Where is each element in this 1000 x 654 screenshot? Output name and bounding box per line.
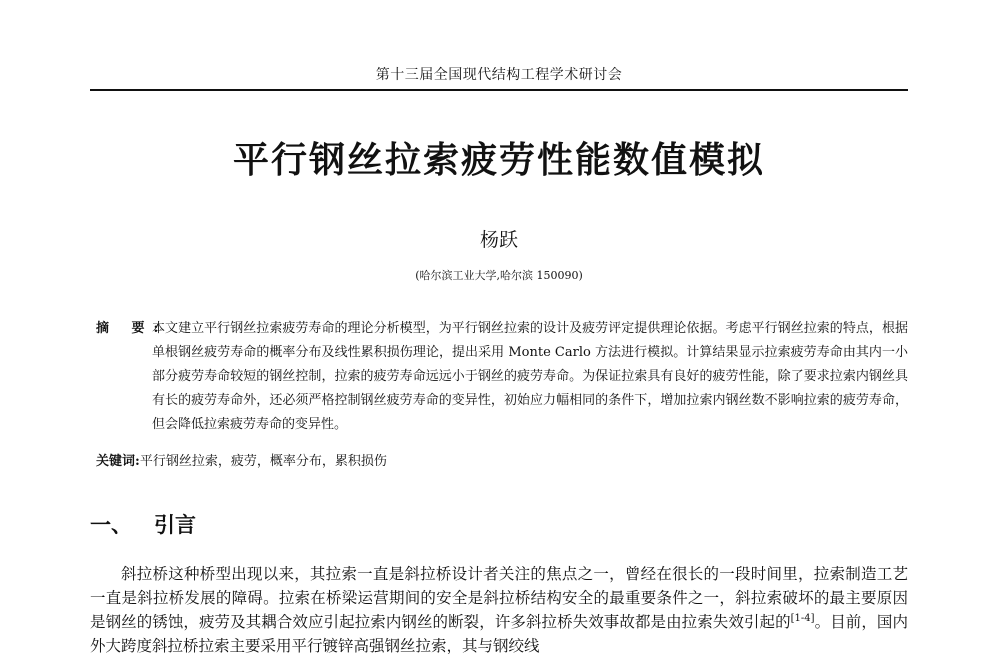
abstract [96,317,908,437]
section-number: 一、 [90,513,132,537]
citation-ref: [1-4] [790,612,815,624]
author-name: 杨跃 [479,229,518,251]
body-text-part-2: 。目前，国内外大跨度斜拉桥拉索主要采用平行镀锌高强钢丝拉索，其与钢绞线 [90,613,908,654]
section-title: 引言 [154,513,196,537]
section-heading [90,511,196,539]
running-header: 第十三届全国现代结构工程学术研讨会 [375,67,623,83]
abstract-text: 本文建立平行钢丝拉索疲劳寿命的理论分析模型，为平行钢丝拉索的设计及疲劳评定提供理论依据。考虑平行钢丝拉索的特点，根据单根钢丝疲劳寿命的概率分布及线性累积损伤理论，提出采用 Monte Carlo 方法进行模拟。计算结果显示拉索疲劳寿命由其内一小部分疲劳寿命较短的钢丝控制，拉索的疲劳寿命远远小于钢丝的疲劳寿命。为保证拉索具有良好的疲劳性能，除了要求拉索内钢丝具有长的疲劳寿命外，还必须严格控制钢丝疲劳寿命的变异性，初始应力幅相同的条件下，增加拉索内钢丝数不影响拉索的疲劳寿命，但会降低拉索疲劳寿命的变异性。 [152,321,908,432]
keywords-label: 关键词: [96,454,140,469]
keywords [96,450,908,474]
abstract-label: 摘 要: [96,321,168,336]
author-affiliation: (哈尔滨工业大学,哈尔滨 150090) [415,269,583,282]
header-rule [90,89,908,91]
keywords-text: 平行钢丝拉索，疲劳，概率分布，累积损伤 [139,454,387,469]
body-text-part-1: 斜拉桥这种桥型出现以来，其拉索一直是斜拉桥设计者关注的焦点之一，曾经在很长的一段时间里，拉索制造工艺一直是斜拉桥发展的障碍。拉索在桥梁运营期间的安全是斜拉桥结构安全的最重要条件之一，斜拉索破坏的最主要原因是钢丝的锈蚀，疲劳及其耦合效应引起拉索内钢丝的断裂，许多斜拉桥失效事故都是由拉索失效引起的 [90,565,908,631]
body-paragraph [90,562,908,654]
paper-title: 平行钢丝拉索疲劳性能数值模拟 [232,140,765,181]
